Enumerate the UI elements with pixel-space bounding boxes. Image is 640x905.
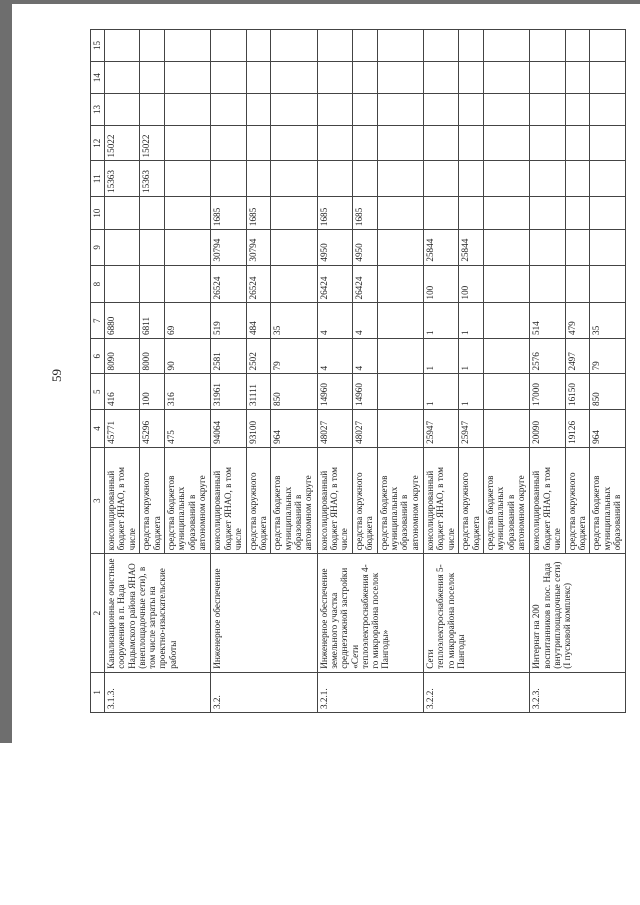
- value-cell: 1685: [353, 196, 378, 229]
- value-cell: [484, 374, 530, 410]
- header-cell: 6: [91, 339, 105, 375]
- value-cell: 484: [246, 303, 271, 339]
- row-number-cell: 3.2.3.: [530, 672, 626, 712]
- value-cell: 45771: [105, 410, 140, 448]
- value-cell: 31961: [211, 374, 246, 410]
- value-cell: [317, 94, 352, 126]
- value-cell: 79: [271, 339, 317, 375]
- funding-source-cell: средства окружного бюджета: [565, 447, 590, 554]
- value-cell: [353, 30, 378, 62]
- value-cell: [565, 265, 590, 303]
- value-cell: 48027: [353, 410, 378, 448]
- header-cell: 15: [91, 30, 105, 62]
- value-cell: 48027: [317, 410, 352, 448]
- value-cell: [423, 62, 458, 94]
- value-cell: [590, 30, 626, 62]
- value-cell: [423, 30, 458, 62]
- value-cell: 15363: [140, 161, 165, 197]
- value-cell: 964: [271, 410, 317, 448]
- value-cell: [530, 30, 565, 62]
- value-cell: [459, 30, 484, 62]
- funding-source-cell: средства бюджетов муниципальных образований в автономном округе: [165, 447, 211, 554]
- value-cell: [353, 125, 378, 161]
- value-cell: 8090: [105, 339, 140, 375]
- value-cell: 16150: [565, 374, 590, 410]
- value-cell: [590, 161, 626, 197]
- value-cell: [271, 94, 317, 126]
- value-cell: 2497: [565, 339, 590, 375]
- value-cell: [140, 94, 165, 126]
- rotated-table-container: [90, 29, 626, 713]
- value-cell: [105, 196, 140, 229]
- header-cell: 9: [91, 230, 105, 266]
- value-cell: [484, 410, 530, 448]
- value-cell: [377, 410, 423, 448]
- value-cell: [246, 125, 271, 161]
- value-cell: [590, 62, 626, 94]
- row-number-cell: 3.2.: [211, 672, 317, 712]
- value-cell: [317, 30, 352, 62]
- value-cell: [271, 30, 317, 62]
- value-cell: 15022: [105, 125, 140, 161]
- value-cell: 25947: [459, 410, 484, 448]
- value-cell: [317, 62, 352, 94]
- value-cell: [271, 62, 317, 94]
- value-cell: [459, 125, 484, 161]
- value-cell: [565, 30, 590, 62]
- value-cell: [565, 230, 590, 266]
- value-cell: [246, 161, 271, 197]
- value-cell: 2576: [530, 339, 565, 375]
- value-cell: [590, 230, 626, 266]
- value-cell: 93100: [246, 410, 271, 448]
- value-cell: 4: [317, 303, 352, 339]
- value-cell: [459, 94, 484, 126]
- value-cell: 26524: [246, 265, 271, 303]
- value-cell: 26524: [211, 265, 246, 303]
- value-cell: [211, 62, 246, 94]
- value-cell: [484, 94, 530, 126]
- value-cell: 15363: [105, 161, 140, 197]
- value-cell: [459, 161, 484, 197]
- value-cell: [590, 265, 626, 303]
- value-cell: 1: [423, 374, 458, 410]
- value-cell: 4950: [317, 230, 352, 266]
- value-cell: 45296: [140, 410, 165, 448]
- value-cell: [377, 62, 423, 94]
- table-row: [317, 30, 352, 713]
- value-cell: 519: [211, 303, 246, 339]
- row-number-cell: 3.1.3.: [105, 672, 211, 712]
- value-cell: [590, 94, 626, 126]
- header-cell: 14: [91, 62, 105, 94]
- value-cell: [530, 161, 565, 197]
- value-cell: [484, 265, 530, 303]
- value-cell: 964: [590, 410, 626, 448]
- value-cell: [377, 94, 423, 126]
- value-cell: [105, 62, 140, 94]
- value-cell: [105, 230, 140, 266]
- value-cell: [105, 265, 140, 303]
- header-cell: 10: [91, 196, 105, 229]
- value-cell: [211, 125, 246, 161]
- value-cell: 69: [165, 303, 211, 339]
- value-cell: 1: [423, 339, 458, 375]
- funding-source-cell: консолидированный бюджет ЯНАО, в том числе: [423, 447, 458, 554]
- value-cell: [423, 125, 458, 161]
- value-cell: 850: [590, 374, 626, 410]
- row-number-cell: 3.2.1.: [317, 672, 423, 712]
- value-cell: 14960: [317, 374, 352, 410]
- value-cell: 30794: [246, 230, 271, 266]
- funding-source-cell: консолидированный бюджет ЯНАО, в том числе: [317, 447, 352, 554]
- value-cell: [211, 94, 246, 126]
- value-cell: 1685: [246, 196, 271, 229]
- value-cell: 1: [459, 374, 484, 410]
- value-cell: 1: [459, 303, 484, 339]
- value-cell: [530, 230, 565, 266]
- value-cell: [165, 196, 211, 229]
- value-cell: [271, 230, 317, 266]
- value-cell: [317, 125, 352, 161]
- value-cell: [140, 230, 165, 266]
- value-cell: 26424: [353, 265, 378, 303]
- value-cell: [246, 30, 271, 62]
- funding-source-cell: консолидированный бюджет ЯНАО, в том числе: [530, 447, 565, 554]
- value-cell: 1685: [211, 196, 246, 229]
- value-cell: [377, 374, 423, 410]
- value-cell: [484, 230, 530, 266]
- funding-source-cell: консолидированный бюджет ЯНАО, в том числе: [211, 447, 246, 554]
- value-cell: [271, 161, 317, 197]
- value-cell: [423, 161, 458, 197]
- value-cell: [271, 265, 317, 303]
- value-cell: 31111: [246, 374, 271, 410]
- row-number-cell: 3.2.2.: [423, 672, 529, 712]
- value-cell: 26424: [317, 265, 352, 303]
- value-cell: [246, 62, 271, 94]
- funding-source-cell: средства бюджетов муниципальных образований в автономном округе: [271, 447, 317, 554]
- header-cell: 8: [91, 265, 105, 303]
- value-cell: [105, 94, 140, 126]
- value-cell: 30794: [211, 230, 246, 266]
- value-cell: [423, 94, 458, 126]
- value-cell: 4: [353, 339, 378, 375]
- value-cell: 4: [353, 303, 378, 339]
- value-cell: [423, 196, 458, 229]
- value-cell: 475: [165, 410, 211, 448]
- value-cell: 35: [271, 303, 317, 339]
- header-cell: 3: [91, 447, 105, 554]
- value-cell: [530, 62, 565, 94]
- value-cell: [377, 339, 423, 375]
- value-cell: 100: [423, 265, 458, 303]
- funding-source-cell: средства бюджетов муниципальных образований в автономном округе: [484, 447, 530, 554]
- table-row: [530, 30, 565, 713]
- value-cell: [484, 196, 530, 229]
- value-cell: 1685: [317, 196, 352, 229]
- value-cell: [484, 30, 530, 62]
- value-cell: 14960: [353, 374, 378, 410]
- value-cell: [165, 62, 211, 94]
- value-cell: [530, 125, 565, 161]
- value-cell: [377, 230, 423, 266]
- value-cell: [484, 161, 530, 197]
- item-name-cell: Инженерное обеспечение земельного участка среднеэтажной застройки «Сети теплоэлектроснабжения 4-го микрорайона поселок Пангоды»: [317, 554, 423, 672]
- funding-source-cell: средства бюджетов муниципальных образований в: [590, 447, 626, 554]
- value-cell: [165, 94, 211, 126]
- value-cell: [317, 161, 352, 197]
- value-cell: [459, 196, 484, 229]
- value-cell: [565, 161, 590, 197]
- value-cell: 4: [317, 339, 352, 375]
- value-cell: 17000: [530, 374, 565, 410]
- value-cell: [353, 161, 378, 197]
- item-name-cell: Канализационные очистные сооружения в п. Нада Надымского района ЯНАО (внеплощадочные сети), в том числе затраты на проектно-изыскательские работы: [105, 554, 211, 672]
- value-cell: [377, 196, 423, 229]
- value-cell: 6811: [140, 303, 165, 339]
- value-cell: [484, 125, 530, 161]
- value-cell: 94064: [211, 410, 246, 448]
- value-cell: [353, 62, 378, 94]
- funding-source-cell: консолидированный бюджет ЯНАО, в том числе: [105, 447, 140, 554]
- value-cell: [271, 125, 317, 161]
- table-row: [211, 30, 246, 713]
- table-row: [105, 30, 140, 713]
- page-number: 59: [49, 369, 64, 382]
- value-cell: [459, 62, 484, 94]
- funding-source-cell: средства окружного бюджета: [459, 447, 484, 554]
- value-cell: 479: [565, 303, 590, 339]
- header-cell: 4: [91, 410, 105, 448]
- value-cell: 25844: [459, 230, 484, 266]
- value-cell: [246, 94, 271, 126]
- value-cell: 19126: [565, 410, 590, 448]
- item-name-cell: Сети теплоэлектроснабжения 5-го микрорайона поселок Пангоды: [423, 554, 529, 672]
- value-cell: 2581: [211, 339, 246, 375]
- value-cell: 8000: [140, 339, 165, 375]
- value-cell: [165, 125, 211, 161]
- header-cell: 11: [91, 161, 105, 197]
- value-cell: 100: [140, 374, 165, 410]
- value-cell: [353, 94, 378, 126]
- table-row: [423, 30, 458, 713]
- funding-source-cell: средства окружного бюджета: [246, 447, 271, 554]
- funding-source-cell: средства окружного бюджета: [140, 447, 165, 554]
- blank-page-area: [0, 743, 640, 905]
- value-cell: [140, 196, 165, 229]
- funding-source-cell: средства бюджетов муниципальных образований в автономном округе: [377, 447, 423, 554]
- header-cell: 12: [91, 125, 105, 161]
- value-cell: 90: [165, 339, 211, 375]
- value-cell: [140, 62, 165, 94]
- value-cell: [377, 30, 423, 62]
- value-cell: 25844: [423, 230, 458, 266]
- value-cell: [565, 125, 590, 161]
- value-cell: 79: [590, 339, 626, 375]
- value-cell: 514: [530, 303, 565, 339]
- value-cell: [211, 161, 246, 197]
- value-cell: [530, 94, 565, 126]
- value-cell: 4950: [353, 230, 378, 266]
- value-cell: [530, 196, 565, 229]
- value-cell: 1: [423, 303, 458, 339]
- item-name-cell: Инженерное обеспечение: [211, 554, 317, 672]
- value-cell: [565, 62, 590, 94]
- value-cell: [140, 265, 165, 303]
- value-cell: 850: [271, 374, 317, 410]
- value-cell: [165, 30, 211, 62]
- value-cell: [565, 196, 590, 229]
- value-cell: [377, 161, 423, 197]
- header-cell: 5: [91, 374, 105, 410]
- value-cell: [165, 161, 211, 197]
- value-cell: [530, 265, 565, 303]
- value-cell: [377, 303, 423, 339]
- document-page: [12, 4, 640, 743]
- value-cell: 2502: [246, 339, 271, 375]
- value-cell: 1: [459, 339, 484, 375]
- header-cell: 13: [91, 94, 105, 126]
- header-row: [91, 30, 105, 713]
- value-cell: [105, 30, 140, 62]
- value-cell: 15022: [140, 125, 165, 161]
- value-cell: 25947: [423, 410, 458, 448]
- value-cell: [565, 94, 590, 126]
- value-cell: 6880: [105, 303, 140, 339]
- value-cell: [165, 265, 211, 303]
- value-cell: [377, 125, 423, 161]
- value-cell: 20090: [530, 410, 565, 448]
- item-name-cell: Интернат на 200 воспитанников в пос. Нада (внутриплощадочные сети) (I пусковой комплекс): [530, 554, 626, 672]
- value-cell: [165, 230, 211, 266]
- value-cell: [140, 30, 165, 62]
- header-cell: 2: [91, 554, 105, 672]
- budget-table: [90, 29, 626, 713]
- value-cell: 316: [165, 374, 211, 410]
- header-cell: 1: [91, 672, 105, 712]
- value-cell: [484, 62, 530, 94]
- value-cell: 416: [105, 374, 140, 410]
- value-cell: [271, 196, 317, 229]
- value-cell: [377, 265, 423, 303]
- value-cell: [484, 303, 530, 339]
- funding-source-cell: средства окружного бюджета: [353, 447, 378, 554]
- header-cell: 7: [91, 303, 105, 339]
- value-cell: [211, 30, 246, 62]
- value-cell: [590, 125, 626, 161]
- value-cell: [484, 339, 530, 375]
- value-cell: 100: [459, 265, 484, 303]
- value-cell: [590, 196, 626, 229]
- value-cell: 35: [590, 303, 626, 339]
